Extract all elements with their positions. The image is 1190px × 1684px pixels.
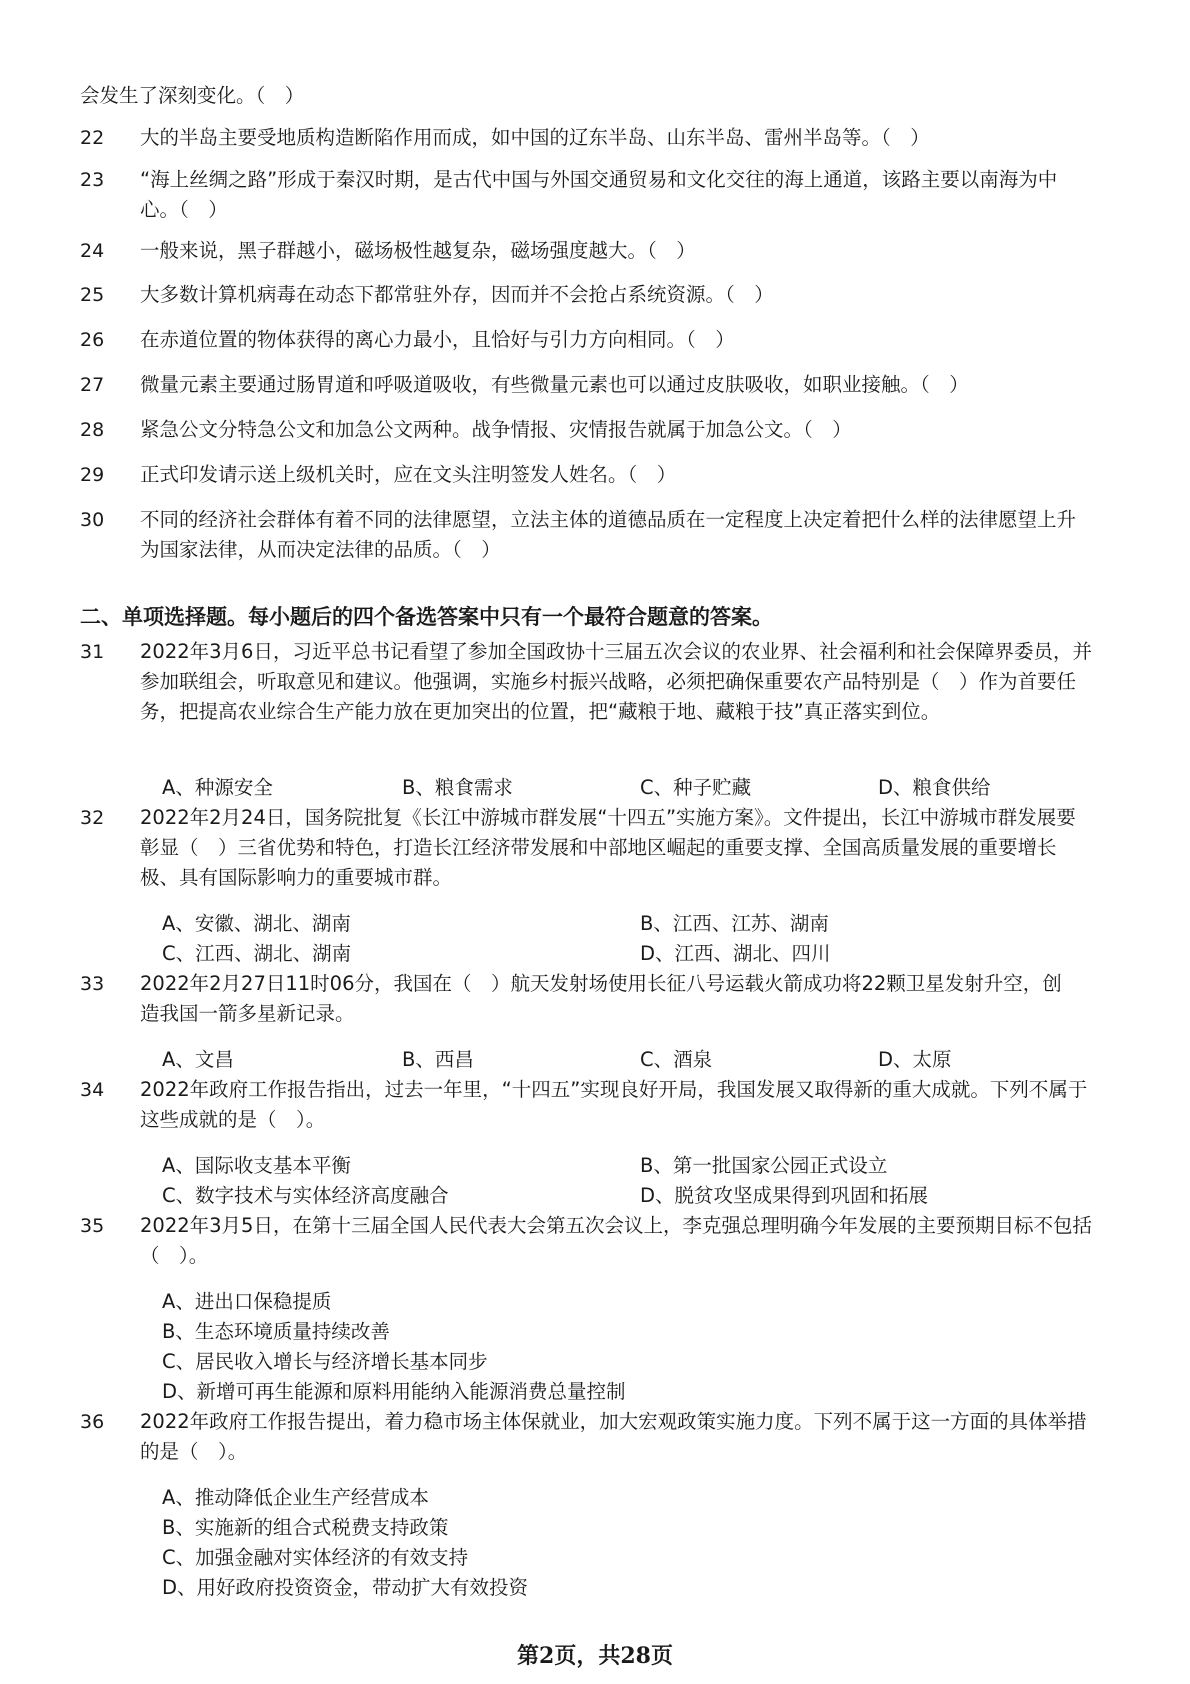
option-a[interactable]: A、推动降低企业生产经营成本 [162, 1486, 429, 1509]
option-b[interactable]: B、江西、江苏、湖南 [640, 912, 829, 935]
option-d[interactable]: D、太原 [878, 1048, 952, 1071]
question-text: “海上丝绸之路”形成于秦汉时期，是古代中国与外国交通贸易和文化交往的海上通道，该路主要以南海为中心。（ ） [140, 168, 1058, 221]
question-number: 24 [80, 240, 105, 262]
question-text: 一般来说，黑子群越小，磁场极性越复杂，磁场强度越大。（ ） [140, 239, 696, 262]
question-number: 26 [80, 329, 105, 351]
option-b[interactable]: B、第一批国家公园正式设立 [640, 1154, 888, 1177]
option-d[interactable]: D、江西、湖北、四川 [640, 942, 831, 965]
option-a[interactable]: A、安徽、湖北、湖南 [162, 912, 351, 935]
continuation-text: 会发生了深刻变化。（ ） [80, 84, 305, 107]
option-c[interactable]: C、种子贮藏 [640, 776, 752, 799]
option-a[interactable]: A、种源安全 [162, 776, 273, 799]
question-text: 2022年3月5日，在第十三届全国人民代表大会第五次会议上，李克强总理明确今年发展的主要预期目标不包括（ ）。 [140, 1214, 1092, 1267]
question-number: 30 [80, 509, 105, 531]
option-b[interactable]: B、生态环境质量持续改善 [162, 1320, 390, 1343]
question-text: 不同的经济社会群体有着不同的法律愿望，立法主体的道德品质在一定程度上决定着把什么样的法律愿望上升为国家法律，从而决定法律的品质。（ ） [140, 508, 1077, 561]
option-c[interactable]: C、江西、湖北、湖南 [162, 942, 352, 965]
question-number: 22 [80, 127, 105, 149]
question-number: 36 [80, 1411, 105, 1433]
question-number: 25 [80, 284, 105, 306]
question-number: 35 [80, 1215, 105, 1237]
question-number: 23 [80, 169, 105, 191]
question-number: 31 [80, 641, 105, 663]
question-text: 2022年政府工作报告指出，过去一年里，“十四五”实现良好开局，我国发展又取得新的重大成就。下列不属于这些成就的是（ ）。 [140, 1078, 1088, 1131]
option-b[interactable]: B、西昌 [402, 1048, 474, 1071]
option-b[interactable]: B、粮食需求 [402, 776, 513, 799]
option-a[interactable]: A、国际收支基本平衡 [162, 1154, 351, 1177]
question-number: 32 [80, 807, 105, 829]
question-text: 在赤道位置的物体获得的离心力最小，且恰好与引力方向相同。（ ） [140, 328, 735, 351]
option-c[interactable]: C、居民收入增长与经济增长基本同步 [162, 1350, 488, 1373]
question-number: 28 [80, 419, 105, 441]
question-text: 正式印发请示送上级机关时，应在文头注明签发人姓名。（ ） [140, 463, 677, 486]
question-text: 大多数计算机病毒在动态下都常驻外存，因而并不会抢占系统资源。（ ） [140, 283, 774, 306]
page-footer: 第2页，共28页 [517, 1643, 673, 1669]
option-d[interactable]: D、脱贫攻坚成果得到巩固和拓展 [640, 1184, 929, 1207]
question-text: 紧急公文分特急公文和加急公文两种。战争情报、灾情报告就属于加急公文。（ ） [140, 418, 852, 441]
option-a[interactable]: A、进出口保稳提质 [162, 1290, 332, 1313]
question-number: 34 [80, 1079, 105, 1101]
option-d[interactable]: D、新增可再生能源和原料用能纳入能源消费总量控制 [162, 1380, 626, 1403]
question-text: 大的半岛主要受地质构造断陷作用而成，如中国的辽东半岛、山东半岛、雷州半岛等。（ ） [140, 126, 930, 149]
question-text: 2022年政府工作报告提出，着力稳市场主体保就业，加大宏观政策实施力度。下列不属于这一方面的具体举措的是（ ）。 [140, 1410, 1087, 1463]
question-number: 33 [80, 973, 105, 995]
option-b[interactable]: B、实施新的组合式税费支持政策 [162, 1516, 449, 1539]
question-text: 2022年2月27日11时06分，我国在（ ）航天发射场使用长征八号运载火箭成功将22颗卫星发射升空，创造我国一箭多星新记录。 [140, 972, 1062, 1025]
option-d[interactable]: D、粮食供给 [878, 776, 991, 799]
option-a[interactable]: A、文昌 [162, 1048, 234, 1071]
option-d[interactable]: D、用好政府投资资金，带动扩大有效投资 [162, 1576, 529, 1599]
question-text: 2022年2月24日，国务院批复《长江中游城市群发展“十四五”实施方案》。文件提出，长江中游城市群发展要彰显（ ）三省优势和特色，打造长江经济带发展和中部地区崛起的重要支撑、全国高质量发展的重要增长极、具有国际影响力的重要城市群。 [140, 806, 1076, 889]
option-c[interactable]: C、数字技术与实体经济高度融合 [162, 1184, 449, 1207]
question-number: 29 [80, 464, 105, 486]
section-heading: 二、单项选择题。每小题后的四个备选答案中只有一个最符合题意的答案。 [80, 605, 773, 629]
option-c[interactable]: C、酒泉 [640, 1048, 713, 1071]
option-c[interactable]: C、加强金融对实体经济的有效支持 [162, 1546, 469, 1569]
question-number: 27 [80, 374, 105, 396]
question-text: 微量元素主要通过肠胃道和呼吸道吸收，有些微量元素也可以通过皮肤吸收，如职业接触。（ ） [140, 373, 969, 396]
question-text: 2022年3月6日，习近平总书记看望了参加全国政协十三届五次会议的农业界、社会福利和社会保障界委员，并参加联组会，听取意见和建议。他强调，实施乡村振兴战略，必须把确保重要农产品特别是（ ）作为首要任务，把提高农业综合生产能力放在更加突出的位置，把“藏粮于地、藏粮于技”真正落实到位。 [140, 640, 1092, 723]
